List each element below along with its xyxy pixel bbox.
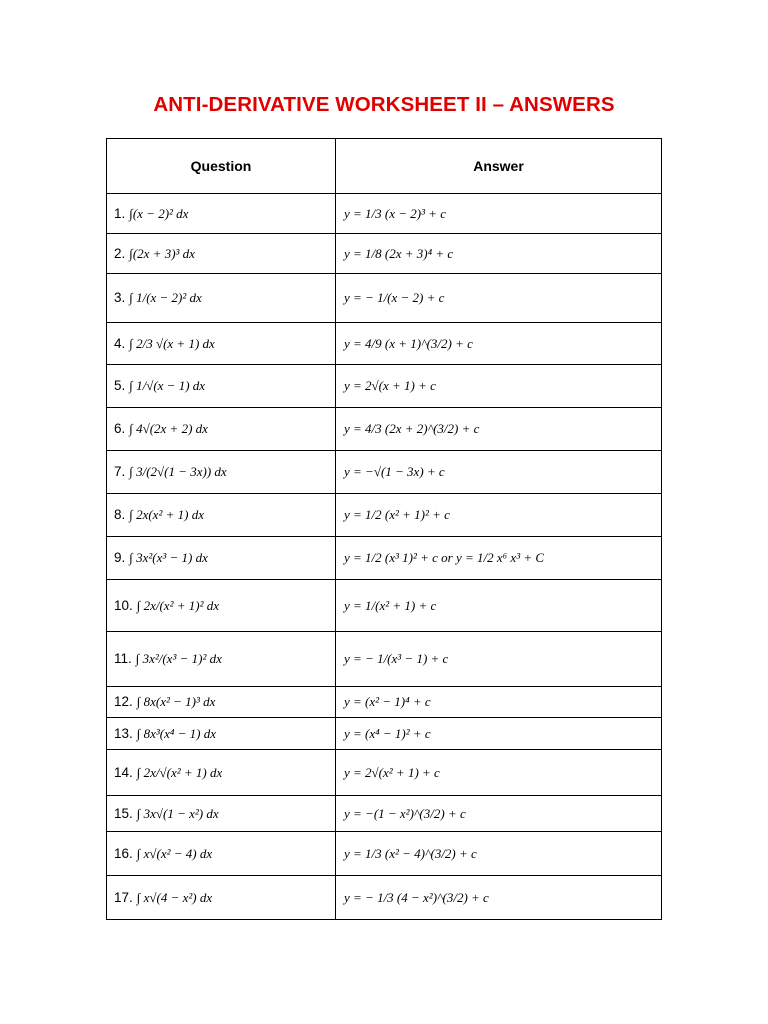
table-row — [107, 323, 662, 365]
question-number: 12. — [114, 694, 133, 709]
question-number: 14. — [114, 764, 133, 780]
answer-cell — [336, 365, 662, 408]
table-row — [107, 632, 662, 687]
answer-expression: y = − 1/(x − 2) + c — [344, 290, 445, 305]
page-title: ANTI-DERIVATIVE WORKSHEET II – ANSWERS — [153, 93, 615, 116]
question-number: 9. — [114, 550, 126, 565]
question-number: 16. — [114, 845, 133, 861]
question-expression: ∫ x√(x² − 4) dx — [136, 845, 213, 861]
answer-expression: y = −(1 − x²)^(3/2) + c — [344, 805, 466, 821]
table-row — [107, 796, 662, 832]
table-row — [107, 718, 662, 750]
table-row — [107, 194, 662, 234]
table-row — [107, 234, 662, 274]
question-expression: ∫(2x + 3)³ dx — [129, 245, 195, 261]
question-cell — [107, 580, 336, 632]
table-row — [107, 537, 662, 580]
question-number: 13. — [114, 725, 133, 741]
answer-expression: y = 1/(x² + 1) + c — [344, 597, 437, 613]
answer-cell — [336, 451, 662, 494]
question-expression: ∫ 3x√(1 − x²) dx — [136, 805, 219, 821]
question-number: 15. — [114, 805, 133, 821]
answer-expression: y = 1/8 (2x + 3)⁴ + c — [344, 245, 454, 261]
question-cell — [107, 274, 336, 323]
answer-expression: y = (x² − 1)⁴ + c — [344, 694, 431, 709]
question-cell — [107, 718, 336, 750]
question-number: 6. — [114, 421, 126, 436]
answer-cell — [336, 876, 662, 920]
question-cell — [107, 632, 336, 687]
table-row — [107, 408, 662, 451]
question-number: 3. — [114, 290, 126, 305]
question-expression: ∫ 1/(x − 2)² dx — [129, 290, 202, 305]
question-cell — [107, 750, 336, 796]
table-row — [107, 580, 662, 632]
answer-cell — [336, 537, 662, 580]
answer-expression: y = 4/3 (2x + 2)^(3/2) + c — [344, 421, 480, 436]
question-expression: ∫ 8x(x² − 1)³ dx — [136, 694, 216, 709]
question-expression: ∫ 2x(x² + 1) dx — [129, 507, 204, 522]
answer-cell — [336, 494, 662, 537]
question-number: 5. — [114, 378, 126, 393]
question-expression: ∫ 3x²/(x³ − 1)² dx — [135, 651, 222, 666]
question-expression: ∫ 3x²(x³ − 1) dx — [129, 550, 208, 565]
question-cell — [107, 832, 336, 876]
question-number: 7. — [114, 464, 126, 479]
question-cell — [107, 687, 336, 718]
answer-expression: y = − 1/(x³ − 1) + c — [344, 651, 449, 666]
answer-cell — [336, 408, 662, 451]
answer-expression: y = 1/3 (x² − 4)^(3/2) + c — [344, 845, 477, 861]
answer-expression: y = 1/2 (x² + 1)² + c — [344, 507, 450, 522]
question-expression: ∫(x − 2)² dx — [129, 205, 189, 221]
question-number: 17. — [114, 889, 133, 905]
table-row — [107, 832, 662, 876]
question-header: Question — [107, 139, 336, 194]
table-row — [107, 365, 662, 408]
question-cell — [107, 876, 336, 920]
question-cell — [107, 451, 336, 494]
header-row — [107, 139, 662, 194]
answer-cell — [336, 750, 662, 796]
table-row — [107, 451, 662, 494]
question-cell — [107, 365, 336, 408]
answer-cell — [336, 234, 662, 274]
question-expression: ∫ 2x/(x² + 1)² dx — [136, 597, 219, 613]
answer-cell — [336, 687, 662, 718]
answer-cell — [336, 580, 662, 632]
answer-cell — [336, 274, 662, 323]
question-cell — [107, 796, 336, 832]
answer-cell — [336, 718, 662, 750]
question-expression: ∫ x√(4 − x²) dx — [136, 889, 213, 905]
answer-expression: y = 2√(x + 1) + c — [344, 378, 436, 393]
question-expression: ∫ 2x/√(x² + 1) dx — [136, 764, 223, 780]
question-number: 2. — [114, 245, 126, 261]
question-number: 8. — [114, 507, 126, 522]
answer-cell — [336, 323, 662, 365]
question-number: 11. — [114, 651, 132, 666]
answer-header: Answer — [336, 139, 662, 194]
table-row — [107, 494, 662, 537]
question-expression: ∫ 2/3 √(x + 1) dx — [129, 335, 215, 351]
question-cell — [107, 537, 336, 580]
question-cell — [107, 194, 336, 234]
question-cell — [107, 494, 336, 537]
question-expression: ∫ 4√(2x + 2) dx — [129, 421, 208, 436]
table-row — [107, 687, 662, 718]
table-row — [107, 750, 662, 796]
question-cell — [107, 408, 336, 451]
question-number: 10. — [114, 597, 133, 613]
question-cell — [107, 323, 336, 365]
answers-body — [107, 194, 662, 920]
question-expression: ∫ 1/√(x − 1) dx — [129, 378, 206, 393]
answer-cell — [336, 632, 662, 687]
answer-expression: y = 2√(x² + 1) + c — [344, 764, 440, 780]
answers-table — [106, 138, 662, 920]
question-expression: ∫ 8x³(x⁴ − 1) dx — [136, 725, 216, 741]
question-number: 4. — [114, 335, 126, 351]
answer-cell — [336, 832, 662, 876]
answer-expression: y = 1/2 (x³ 1)² + c or y = 1/2 x⁶ x³ + C — [344, 550, 545, 565]
answer-cell — [336, 194, 662, 234]
question-number: 1. — [114, 205, 126, 221]
answer-expression: y = (x⁴ − 1)² + c — [344, 725, 431, 741]
table-row — [107, 274, 662, 323]
answer-cell — [336, 796, 662, 832]
question-cell — [107, 234, 336, 274]
answer-expression: y = − 1/3 (4 − x²)^(3/2) + c — [344, 889, 489, 905]
question-expression: ∫ 3/(2√(1 − 3x)) dx — [129, 464, 227, 479]
answer-expression: y = 4/9 (x + 1)^(3/2) + c — [344, 335, 473, 351]
answer-expression: y = −√(1 − 3x) + c — [344, 464, 445, 479]
answer-expression: y = 1/3 (x − 2)³ + c — [344, 205, 447, 221]
table-row — [107, 876, 662, 920]
